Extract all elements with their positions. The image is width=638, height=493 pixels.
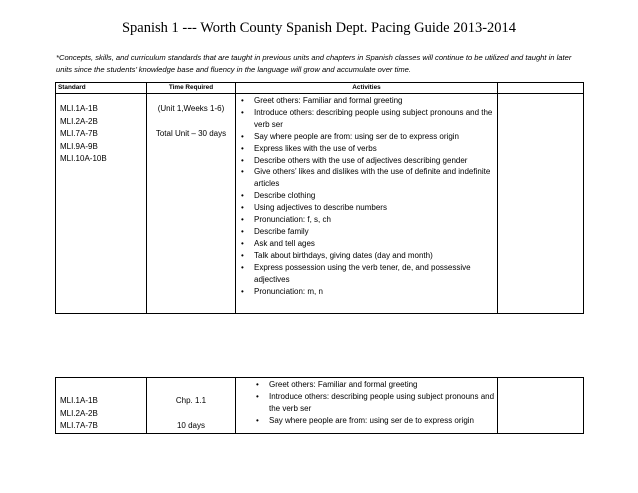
table-row: [56, 94, 584, 314]
standard-code: MLI.7A-7B: [60, 421, 98, 431]
list-item: • Talk about birthdays, giving dates (day and month): [237, 250, 495, 262]
blank-cell: [498, 94, 584, 314]
list-item: • Describe others with the use of adjectives describing gender: [237, 155, 495, 167]
standard-code: MLI.1A-1B: [60, 396, 98, 405]
standard-code: MLI.1A-1B: [60, 104, 98, 113]
list-item: • Introduce others: describing people using subject pronouns and the verb ser: [237, 107, 495, 131]
pacing-table-unit-1: [55, 82, 584, 314]
header-blank: [498, 83, 584, 94]
standard-code: MLI.2A-2B: [60, 116, 98, 126]
header-time-required: Time Required: [147, 83, 236, 94]
list-item: • Greet others: Familiar and formal greeting: [237, 95, 495, 107]
blank-cell: [498, 378, 584, 434]
standard-code: MLI.9A-9B: [60, 141, 98, 151]
list-item: • Describe clothing: [237, 190, 495, 202]
header-standard: Standard: [56, 83, 147, 94]
time-total: Total Unit – 30 days: [155, 129, 227, 139]
standard-code: MLI.2A-2B: [60, 408, 98, 418]
curriculum-note: *Concepts, skills, and curriculum standards that are taught in previous units and chapters in Spanish classes will continue to be utilized and taught in later units since the students’ knowledge base and fluency in the language will grow and accumulate over time.: [56, 53, 572, 74]
standard-code: MLI.7A-7B: [60, 129, 98, 139]
table-header-row: [56, 83, 584, 94]
list-item: • Give others’ likes and dislikes with the use of definite and indefinite articles: [237, 166, 495, 190]
page-title: Spanish 1 --- Worth County Spanish Dept. Pacing Guide 2013-2014: [121, 20, 517, 36]
header-activities: Activities: [236, 83, 498, 94]
list-item: • Ask and tell ages: [237, 238, 495, 250]
list-item: • Describe family: [237, 226, 495, 238]
list-item: • Say where people are from: using ser de to express origin: [237, 415, 495, 427]
list-item: • Express likes with the use of verbs: [237, 143, 495, 155]
list-item: • Say where people are from: using ser de to express origin: [237, 131, 495, 143]
time-chapter: Chp. 1.1: [175, 396, 207, 405]
table-row: [56, 378, 584, 434]
standard-code: MLI.10A-10B: [60, 154, 107, 164]
activities-cell: [236, 378, 498, 434]
list-item: • Using adjectives to describe numbers: [237, 202, 495, 214]
standards-cell: [56, 94, 147, 314]
list-item: • Pronunciation: m, n: [237, 286, 495, 298]
time-days: 10 days: [176, 420, 206, 430]
list-item: • Pronunciation: f, s, ch: [237, 214, 495, 226]
time-required-cell: [147, 94, 236, 314]
list-item: • Express possession using the verb tener, de, and possessive adjectives: [237, 262, 495, 286]
time-weeks: (Unit 1,Weeks 1-6): [157, 104, 225, 113]
list-item: • Greet others: Familiar and formal greeting: [237, 379, 495, 391]
standards-cell: [56, 378, 147, 434]
activities-cell: [236, 94, 498, 314]
list-item: • Introduce others: describing people using subject pronouns and the verb ser: [237, 391, 495, 415]
time-required-cell: [147, 378, 236, 434]
pacing-table-chapter-1-1: [55, 377, 584, 434]
